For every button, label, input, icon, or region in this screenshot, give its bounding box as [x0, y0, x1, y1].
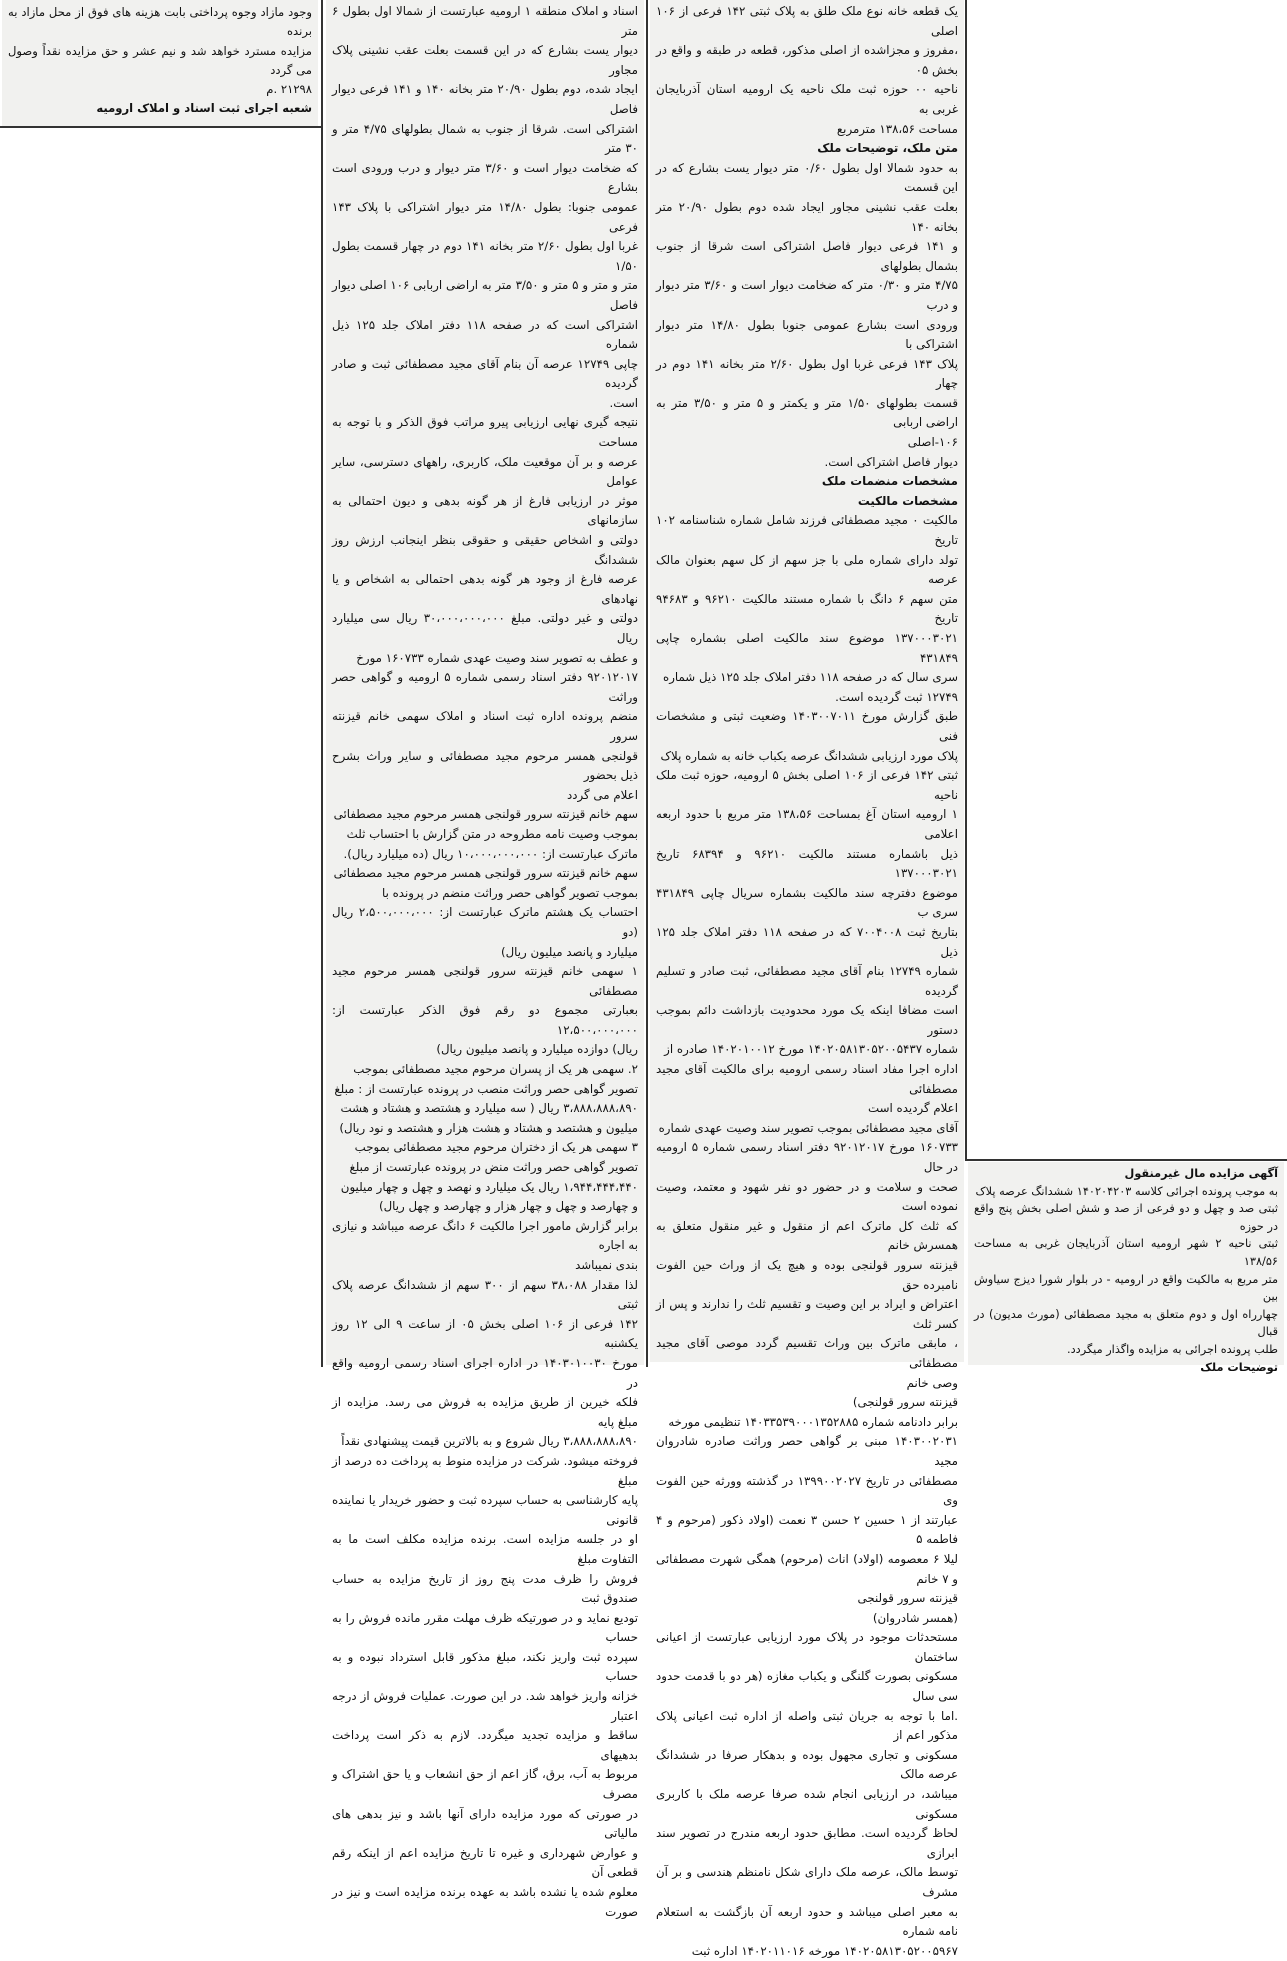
text-line: ساقط و مزایده تجدید میگردد. لازم به ذکر است پرداخت بدهیهای [332, 1728, 638, 1762]
text-line: ۳ سهمی هر یک از دختران مرحوم مجید مصطفائی بموجب [354, 1140, 638, 1155]
text-line: ۳،۸۸۸،۸۸۸،۸۹۰ ریال شروع و به بالاترین قیمت پیشنهادی نقداً [341, 1434, 638, 1449]
text-line: سپرده ثبت واریز نکند، مبلغ مذکور قابل استرداد نبوده و به حساب [332, 1649, 638, 1684]
text-line: فروخته میشود. شرکت در مزایده منوط به پرداخت ده درصد از مبلغ [332, 1453, 638, 1488]
text-line: چاپی ۱۲۷۴۹ عرصه آن بنام آقای مجید مصطفائی ثبت و صادر گردیده [332, 356, 638, 391]
text-line: تولد دارای شماره ملی با جز سهم از کل سهم بعنوان مالک عرصه [656, 552, 958, 587]
text-line: لحاظ گردیده است. مطابق حدود اربعه مندرج در تصویر سند ابرازی [656, 1826, 958, 1860]
text-line: پلاک مورد ارزیابی ششدانگ عرصه یکباب خانه به شماره پلاک [660, 748, 958, 763]
text-line: .اما با توجه به جریان ثبتی واصله از اداره ثبت اعیانی پلاک مذکور اعم از [656, 1708, 958, 1743]
text-line: اسناد و املاک منطقه ۱ ارومیه عبارتست از شمالا اول بطول ۶ متر [332, 4, 639, 38]
text-line: بموجب وصیت نامه مطروحه در متن گزارش با احتساب ثلث [346, 826, 638, 841]
text-line: نتیجه گیری نهایی ارزیابی پیرو مراتب فوق الذکر و با توجه به مساحت [332, 415, 638, 450]
text-line: مستحدثات موجود در پلاک مورد ارزیابی عبارتست از اعیانی ساختمان [656, 1630, 958, 1664]
text-line: مزایده مسترد خواهد شد و نیم عشر و حق مزایده نقداً وصول می گردد [8, 43, 312, 77]
text-line: احتساب یک هشتم ماترک عبارتست از: ۲،۵۰۰،۰۰۰،۰۰۰ ریال (دو [332, 905, 638, 939]
text-line: عرصه فارغ از وجود هر گونه بدهی احتمالی به اشخاص و یا نهادهای [332, 572, 638, 606]
text-line: غربا اول بطول ۲/۶۰ متر بخانه ۱۴۱ دوم در چهار قسمت بطول ۱/۵۰ [332, 239, 638, 273]
text-line: ۱۳۷۰۰۰۳۰۲۱ موضوع سند مالکیت اصلی بشماره چاپی ۴۳۱۸۴۹ [656, 631, 958, 665]
middle-column [326, 0, 644, 1919]
text-line: سری سال که در صفحه ۱۱۸ دفتر املاک جلد ۱۲۵ ذیل شماره [663, 670, 958, 685]
text-line: ثبتی صد و چهل و دو فرعی از صد و شش اصلی بخش پنج واقع در حوزه [974, 1202, 1278, 1233]
text-line: تصویر گواهی حصر وراثت منصب در پرونده عبارتست از : مبلغ [334, 1081, 638, 1096]
text-line: اداره اجرا مفاد اسناد رسمی ارومیه برای مالکیت آقای مجید مصطفائی [656, 1062, 958, 1096]
text-line: مسکونی بصورت گلنگی و یکباب مغازه (هر دو با قدمت حدود سی سال [656, 1669, 958, 1704]
text-line: خزانه واریز خواهد شد. در این صورت. عملیات فروش از درجه اعتبار [332, 1689, 638, 1723]
text-line: دیوار فاصل اشتراکی است. [824, 454, 958, 469]
text-line: لذا مقدار ۳۸،۰۸۸ سهم از ۳۰۰ سهم از ششدانگ عرصه پلاک ثبتی [332, 1277, 638, 1312]
text-line: پایه کارشناسی به حساب سپرده ثبت و حضور خریدار یا نماینده قانونی [332, 1493, 638, 1527]
section-heading: توضیحات ملک [1200, 1360, 1278, 1374]
left-box-bottom-rule [0, 126, 323, 128]
notice-title: آگهی مزایده مال غیرمنقول [1124, 1167, 1278, 1180]
left-column-box [2, 0, 318, 126]
text-line: توسط مالک، عرصه ملک دارای شکل نامنظم هندسی و بر آن مشرف [656, 1865, 958, 1899]
text-line: صحت و سلامت و در حضور دو نفر شهود و معتمد، وصیت نموده است [656, 1179, 958, 1214]
text-line: به موجب پرونده اجرائی کلاسه ۱۴۰۲۰۴۲۰۳ ششدانگ عرصه پلاک [975, 1184, 1278, 1198]
text-line: مصطفائی در تاریخ ۱۳۹۹۰۰۲۰۲۷ در گذشته وورثه حین الفوت وی [656, 1473, 958, 1508]
text-line: اعتراض و ایراد بر این وصیت و تقسیم ثلث را ندارند و پس از کسر ثلث [656, 1297, 958, 1331]
text-line: بندی نمیباشد [575, 1258, 638, 1272]
text-line: قولنجی همسر مرحوم مجید مصطفائی و سایر وراث بشرح ذیل بحضور [332, 748, 638, 783]
text-line: مربوط به آب، برق، گاز اعم از حق انشعاب و یا حق اشتراک و مصرف [332, 1767, 638, 1802]
section-heading: متن ملک، توضیحات ملک [817, 141, 958, 156]
text-line: ریال) دوازده میلیارد و پانصد میلیون ریال) [436, 1042, 638, 1057]
text-line: در صورتی که مورد مزایده دارای آنها باشد و نیز بدهی های مالیاتی [332, 1806, 638, 1841]
text-line: که ضخامت دیوار است و ۳/۶۰ متر دیوار و درب ورودی است بشارع [332, 160, 638, 195]
issuer-signature: شعبه اجرای ثبت اسناد و املاک ارومیه [96, 101, 312, 116]
text-line: بموجب تصویر گواهی حصر وراثت منضم در پرونده با [381, 885, 638, 900]
column-divider [965, 0, 967, 1160]
text-line: و چهارصد و چهل و چهار هزار و چهارصد و چهل ریال) [379, 1199, 638, 1214]
text-line: یک قطعه خانه نوع ملک طلق به پلاک ثبتی ۱۴۲ فرعی از ۱۰۶ اصلی [656, 4, 958, 38]
text-line: ،مفروز و مجزاشده از اصلی مذکور، قطعه در طبقه و واقع در بخش ۰۵ [656, 43, 958, 77]
text-line: بتاریخ ثبت ۷۰۰۴۰۰۸ که در صفحه ۱۱۸ دفتر املاک جلد ۱۲۵ ذیل [656, 924, 958, 959]
text-line: عمومی جنوبا: بطول ۱۴/۸۰ متر دیوار اشتراکی با پلاک ۱۴۳ فرعی [332, 199, 638, 234]
text-line: مالکیت ۰ مجید مصطفائی فرزند شامل شماره شناسنامه ۱۰۲ تاریخ [656, 513, 958, 548]
section-heading: مشخصات منضمات ملک [821, 474, 958, 489]
text-line: عبارتند از ۱ حسین ۲ حسن ۳ نعمت (اولاد ذکور (مرحوم و ۴ فاطمه ۵ [656, 1512, 958, 1547]
text-line: قیزنته سرور قولنجی) [852, 1395, 958, 1410]
column-divider [321, 0, 323, 1367]
text-line: طلب پرونده اجرائی به مزایده واگذار میگردد. [1067, 1342, 1278, 1356]
text-line: متر و متر و ۵ متر و ۳/۵۰ متر به اراضی اربابی ۱۰۶ اصلی دیوار فاصل [332, 278, 638, 312]
text-line: وصی خانم [906, 1375, 958, 1390]
auction-notice-box [968, 1162, 1284, 1374]
text-line: موثر در ارزیابی فارغ از هر گونه بدهی و دیون احتمالی به سازمانهای [332, 493, 638, 528]
text-line: ورودی است بشارع عمومی جنوبا بطول ۱۴/۸۰ متر دیوار اشتراکی با [656, 317, 959, 352]
text-line: ، مابقی ماترک بین وراث تقسیم گردد موصی آقای مجید مصطفائی [656, 1336, 958, 1370]
text-line: سهم خانم قیزنته سرور قولنجی همسر مرحوم مجید مصطفائی [333, 866, 638, 881]
text-line: آقای مجید مصطفائی بموجب تصویر سند وصیت عهدی شماره [658, 1120, 958, 1135]
text-line: ثبتی ۱۴۲ فرعی از ۱۰۶ اصلی بخش ۵ ارومیه، حوزه ثبت ملک ناحیه [656, 768, 958, 802]
text-line: است. [609, 395, 638, 410]
text-line: قیزنته سرور قولنجی بوده و هیچ یک از وراث حین الفوت نامبرده حق [656, 1258, 958, 1292]
text-line: ۱۴۲ فرعی از ۱۰۶ اصلی بخش ۰۵ از ساعت ۹ الی ۱۲ روز یکشنبه [332, 1316, 638, 1351]
text-line: اشتراکی است. شرقا از جنوب به شمال بطولهای ۴/۷۵ متر و ۳۰ متر [332, 121, 639, 156]
text-line: دولتی و اشخاص حقیقی و حقوقی بنظر اینجانب ارزش روز ششدانگ [332, 533, 638, 567]
text-line: و عوارض شهرداری و غیره تا تاریخ مزایده اعم از اینکه رقم قطعی آن [332, 1845, 638, 1880]
text-line: بعلت عقب نشینی مجاور ایجاد شده دوم بطول ۲۰/۹۰ متر بخانه ۱۴۰ [656, 199, 958, 234]
text-line: مساحت ۱۳۸،۵۶ مترمربع [836, 121, 958, 136]
text-line: مسکونی و تجاری مجهول بوده و بدهکار صرفا در ششدانگ عرصه مالک [656, 1747, 958, 1782]
text-line: است مضافا اینکه یک مورد محدودیت بازداشت دائم بموجب دستور [656, 1003, 958, 1037]
text-line: بعبارتی مجموع دو رقم فوق الذکر عبارتست از: ۱۲،۵۰۰،۰۰۰،۰۰۰ [332, 1003, 638, 1037]
text-line: ۱ ارومیه استان آغ بمساحت ۱۳۸،۵۶ متر مربع با حدود اربعه اعلامی [656, 807, 958, 841]
text-line: ۱۴۰۳۰۰۲۰۳۱ مبنی بر گواهی حصر وراثت صادره شادروان مجید [656, 1434, 958, 1468]
text-line: ۱۶۰۷۳۳ مورخ ۹۲۰۱۲۰۱۷ دفتر اسناد رسمی شماره ۵ ارومیه در حال [656, 1140, 958, 1175]
text-line: سهم خانم قیزنته سرور قولنجی همسر مرحوم مجید مصطفائی [333, 807, 638, 822]
text-line: موضوع دفترچه سند مالکیت بشماره سریال چاپی ۴۳۱۸۴۹ سری ب [656, 885, 958, 920]
text-line: اشتراکی است که در صفحه ۱۱۸ دفتر املاک جلد ۱۲۵ ذیل شماره [332, 317, 638, 352]
text-line: طبق گزارش مورخ ۱۴۰۳۰۰۷۰۱۱ وضعیت ثبتی و مشخصات فنی [656, 709, 958, 743]
text-line: دیوار یست بشارع که در این قسمت بعلت عقب نشینی پلاک مجاور [332, 43, 638, 77]
text-line: پلاک ۱۴۳ فرعی غربا اول بطول ۲/۶۰ متر بخانه ۱۴۱ دوم در چهار [656, 356, 958, 391]
text-line: چهارراه اول و دوم متعلق به مجید مصطفائی (مورث مدیون) در قبال [974, 1307, 1278, 1339]
reference-number: ۲۱۲۹۸ .م [266, 82, 312, 97]
text-line: برابر دادنامه شماره ۱۴۰۳۳۵۳۹۰۰۰۱۳۵۲۸۸۵ تنظیمی مورخه [668, 1414, 958, 1429]
text-line: وجود مازاد وجوه پرداختی بابت هزینه های فوق از محل مازاد به برنده [8, 5, 312, 39]
text-line: ایجاد شده، دوم بطول ۲۰/۹۰ متر بخانه ۱۴۰ و ۱۴۱ فرعی دیوار فاصل [332, 82, 638, 116]
text-line: تودیع نماید و در صورتیکه ظرف مهلت مقرر مانده فروش را به حساب [332, 1610, 638, 1645]
notice-top-rule [965, 1159, 1287, 1161]
text-line: و عطف به تصویر سند وصیت عهدی شماره ۱۶۰۷۳۳ مورخ [356, 650, 638, 665]
text-line: ۱۰۶-اصلی [907, 435, 958, 450]
text-line: دولتی و غیر دولتی. مبلغ ۳۰،۰۰۰،۰۰۰،۰۰۰ ریال سی میلیارد ریال [332, 611, 638, 645]
text-line: و ۱۴۱ فرعی دیوار فاصل اشتراکی است شرقا از جنوب بشمال بطولهای [656, 239, 958, 273]
text-line: قیزنته سرور قولنجی [857, 1591, 958, 1606]
text-line: عرصه و بر آن موقعیت ملک، کاربری، راههای دسترسی، سایر عوامل [332, 454, 638, 489]
text-line: برابر گزارش مامور اجرا مالکیت ۶ دانگ عرصه میباشد و نیازی به اجاره [332, 1218, 638, 1253]
text-line: ۱ سهمی خانم قیزنته سرور قولنجی همسر مرحوم مجید مصطفائی [332, 964, 638, 998]
text-line: شماره ۱۲۷۴۹ بنام آقای مجید مصطفائی، ثبت صادر و تسلیم گردیده [656, 964, 958, 998]
text-line: که ثلث کل ماترک اعم از منقول و غیر منقول متعلق به همسرش خانم [656, 1218, 958, 1253]
text-line: ۲. سهمی هر یک از پسران مرحوم مجید مصطفائی بموجب [353, 1062, 638, 1077]
text-line: ذیل باشماره مستند مالکیت ۹۶۲۱۰ و ۶۸۳۹۴ تاریخ ۱۳۷۰۰۰۳۰۲۱ [656, 846, 958, 881]
text-line: میلیارد و پانصد میلیون ریال) [500, 944, 638, 959]
text-line: فلکه خیرین از طریق مزایده به فروش می رسد. مزایده از مبلغ پایه [332, 1395, 638, 1429]
text-line: ۴/۷۵ متر و ۰/۳۰ متر که ضخامت دیوار است و ۳/۶۰ متر دیوار و درب [656, 278, 958, 312]
text-line: متر مربع به مالکیت واقع در ارومیه - در بلوار شورا دیزج سیاوش بین [974, 1272, 1278, 1304]
text-line: ماترک عبارتست از: ۱۰،۰۰۰،۰۰۰،۰۰۰ ریال (ده میلیارد ریال). [343, 846, 638, 861]
text-line: ۱،۹۴۴،۴۴۴،۴۴۰ ریال یک میلیارد و نهصد و چهل و چهار میلیون [340, 1179, 638, 1194]
text-line: ۱۴۰۲۰۵۸۱۳۰۵۲۰۰۵۹۶۷ مورخه ۱۴۰۲۰۱۱۰۱۶ اداره ثبت [691, 1943, 958, 1958]
text-line: اعلام گردیده است [868, 1101, 958, 1116]
text-line: متن سهم ۶ دانگ با شماره مستند مالکیت ۹۶۲۱۰ و ۹۴۶۸۳ تاریخ [656, 591, 958, 626]
text-line: او در جلسه مزایده است. برنده مزایده مکلف است ما به التفاوت مبلغ [332, 1532, 638, 1566]
text-line: ۳،۸۸۸،۸۸۸،۸۹۰ ریال ( سه میلیارد و هشتصد و هشتاد و هشت [340, 1101, 638, 1116]
text-line: (همسر شادروان) [872, 1610, 958, 1625]
text-line: میباشد، در ارزیابی انجام شده صرفا عرصه ملک با کاربری مسکونی [656, 1787, 958, 1821]
text-line: قسمت بطولهای ۱/۵۰ متر و یکمتر و ۵ متر و ۳/۵۰ متر به اراضی اربابی [656, 395, 958, 430]
column-divider [646, 0, 648, 1367]
text-line: اعلام می گردد [567, 787, 638, 802]
text-line: تصویر گواهی حصر وراثت منض در پرونده عبارتست از مبلغ [349, 1160, 638, 1175]
text-line: ناحیه ۰۰ حوزه ثبت ملک ناحیه یک ارومیه استان آذربایجان غربی به [656, 82, 958, 116]
right-column [650, 0, 964, 1958]
text-line: میلیون و هشتصد و هشتاد و هشت هزار و هشتصد و نود ریال) [339, 1120, 638, 1135]
text-line: منضم پرونده اداره ثبت اسناد و املاک سهمی خانم قیزنته سرور [332, 709, 638, 743]
text-line: به معبر اصلی میباشد و حدود اربعه آن بازگشت به استعلام نامه شماره [656, 1904, 958, 1939]
text-line: فروش را ظرف مدت پنج روز از تاریخ مزایده به حساب صندوق ثبت [332, 1571, 638, 1606]
text-line: لیلا ۶ معصومه (اولاد) اناث (مرحوم) همگی شهرت مصطفائی و ۷ خانم [656, 1551, 958, 1586]
text-line: ۱۲۷۴۹ ثبت گردیده است. [835, 689, 958, 704]
text-line: مورخ ۱۴۰۳۰۱۰۰۳۰ در اداره اجرای اسناد رسمی ارومیه واقع در [332, 1355, 639, 1390]
text-line: ۹۲۰۱۲۰۱۷ دفتر اسناد رسمی شماره ۵ ارومیه و گواهی حصر وراثت [332, 670, 638, 704]
text-line: ثبتی ناحیه ۲ شهر ارومیه استان آذربایجان غربی به مساحت ۱۳۸/۵۶ [974, 1237, 1278, 1268]
text-line: معلوم شده یا نشده باشد به عهده برنده مزایده است و نیز در صورت [332, 1885, 638, 1919]
text-line: شماره ۱۴۰۲۰۵۸۱۳۰۵۲۰۰۵۴۳۷ مورخ ۱۴۰۲۰۱۰۰۱۲ صادره از [664, 1042, 958, 1057]
section-heading: مشخصات مالکیت [857, 493, 958, 508]
text-line: به حدود شمالا اول بطول ۰/۶۰ متر دیوار یست بشارع که در این قسمت [656, 160, 958, 195]
